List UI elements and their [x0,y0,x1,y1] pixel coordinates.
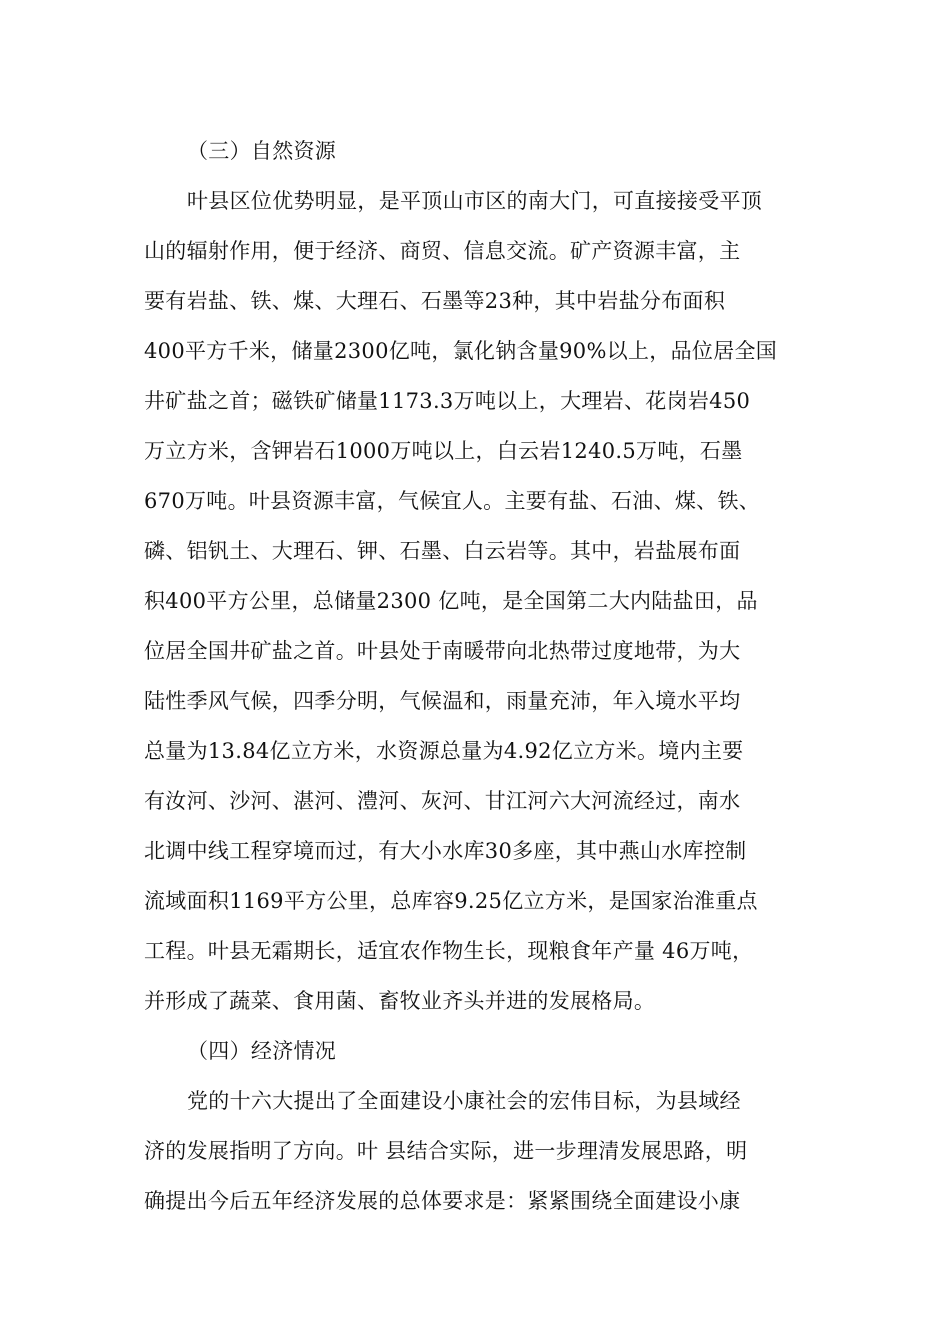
paragraph-line: 济的发展指明了方向。叶 县结合实际，进一步理清发展思路，明 [144,1139,748,1163]
paragraph-line: 积400平方公里，总储量2300 亿吨，是全国第二大内陆盐田，品 [144,589,758,613]
paragraph-line: 井矿盐之首；磁铁矿储量1173.3万吨以上，大理岩、花岗岩450 [144,389,751,413]
paragraph-line: 并形成了蔬菜、食用菌、畜牧业齐头并进的发展格局。 [144,989,656,1013]
paragraph-line: 磷、铝钒土、大理石、钾、石墨、白云岩等。其中，岩盐展布面 [144,539,741,563]
section-heading-natural-resources: （三）自然资源 [187,139,337,163]
paragraph-line: 叶县区位优势明显，是平顶山市区的南大门，可直接接受平顶 [187,189,763,213]
paragraph-line: 670万吨。叶县资源丰富，气候宜人。主要有盐、石油、煤、铁、 [144,489,761,513]
paragraph-line: 位居全国井矿盐之首。叶县处于南暖带向北热带过度地带，为大 [144,639,741,663]
paragraph-line: 400平方千米，储量2300亿吨，氯化钠含量90%以上，品位居全国 [144,339,778,363]
paragraph-line: 流域面积1169平方公里，总库容9.25亿立方米，是国家治淮重点 [144,889,758,913]
section-heading-economy: （四）经济情况 [187,1039,337,1063]
paragraph-line: 确提出今后五年经济发展的总体要求是：紧紧围绕全面建设小康 [144,1189,741,1213]
paragraph-line: 北调中线工程穿境而过，有大小水库30多座，其中燕山水库控制 [144,839,747,863]
paragraph-line: 有汝河、沙河、湛河、澧河、灰河、甘江河六大河流经过，南水 [144,789,741,813]
paragraph-line: 万立方米，含钾岩石1000万吨以上，白云岩1240.5万吨，石墨 [144,439,743,463]
paragraph-line: 陆性季风气候，四季分明，气候温和，雨量充沛，年入境水平均 [144,689,741,713]
paragraph-line: 要有岩盐、铁、煤、大理石、石墨等23种，其中岩盐分布面积 [144,289,726,313]
paragraph-line: 工程。叶县无霜期长，适宜农作物生长，现粮食年产量 46万吨， [144,939,754,963]
paragraph-line: 党的十六大提出了全面建设小康社会的宏伟目标，为县域经 [187,1089,741,1113]
paragraph-line: 总量为13.84亿立方米，水资源总量为4.92亿立方米。境内主要 [144,739,744,763]
paragraph-line: 山的辐射作用，便于经济、商贸、信息交流。矿产资源丰富，主 [144,239,741,263]
